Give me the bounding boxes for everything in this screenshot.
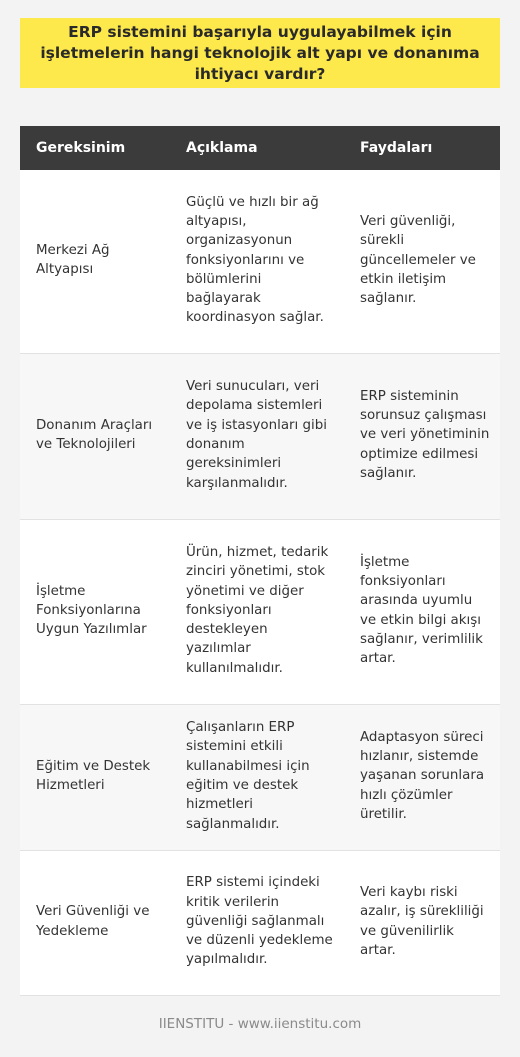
table-row [20,519,500,704]
cell-benefits: ERP sisteminin sorunsuz çalışması ve veri yönetiminin optimize edilmesi sağlanır. [344,353,500,519]
cell-description: Veri sunucuları, veri depolama sistemleri ve iş istasyonları gibi donanım gereksinimleri karşılanmalıdır. [170,353,344,519]
cell-description: ERP sistemi içindeki kritik verilerin güvenliği sağlanmalı ve düzenli yedekleme yapılmalıdır. [170,850,344,995]
table-row [20,704,500,850]
cell-description: Ürün, hizmet, tedarik zinciri yönetimi, stok yönetimi ve diğer fonksiyonları destekleyen yazılımlar kullanılmalıdır. [170,519,344,704]
page-title: ERP sistemini başarıyla uygulayabilmek için işletmelerin hangi teknolojik alt yapı ve donanıma ihtiyacı vardır? [40,22,480,83]
cell-benefits: Adaptasyon süreci hızlanır, sistemde yaşanan sorunlara hızlı çözümler üretilir. [344,704,500,850]
cell-requirement: Veri Güvenliği ve Yedekleme [20,850,170,995]
title-banner [20,18,500,88]
requirements-table [20,126,500,996]
cell-requirement: Eğitim ve Destek Hizmetleri [20,704,170,850]
header-benefits: Faydaları [344,126,500,170]
cell-description: Çalışanların ERP sistemini etkili kullanabilmesi için eğitim ve destek hizmetleri sağlanmalıdır. [170,704,344,850]
table-row [20,850,500,995]
cell-requirement: İşletme Fonksiyonlarına Uygun Yazılımlar [20,519,170,704]
cell-benefits: Veri kaybı riski azalır, iş sürekliliği ve güvenilirlik artar. [344,850,500,995]
cell-benefits: Veri güvenliği, sürekli güncellemeler ve etkin iletişim sağlanır. [344,170,500,353]
cell-benefits: İşletme fonksiyonları arasında uyumlu ve etkin bilgi akışı sağlanır, verimlilik artar. [344,519,500,704]
cell-requirement: Donanım Araçları ve Teknolojileri [20,353,170,519]
table-row [20,170,500,353]
header-description: Açıklama [170,126,344,170]
header-requirement: Gereksinim [20,126,170,170]
footer-credit: IIENSTITU - www.iienstitu.com [158,1016,362,1032]
table-header-row [20,126,500,170]
table-row [20,353,500,519]
cell-description: Güçlü ve hızlı bir ağ altyapısı, organizasyonun fonksiyonlarını ve bölümlerini bağlayarak koordinasyon sağlar. [170,170,344,353]
cell-requirement: Merkezi Ağ Altyapısı [20,170,170,353]
